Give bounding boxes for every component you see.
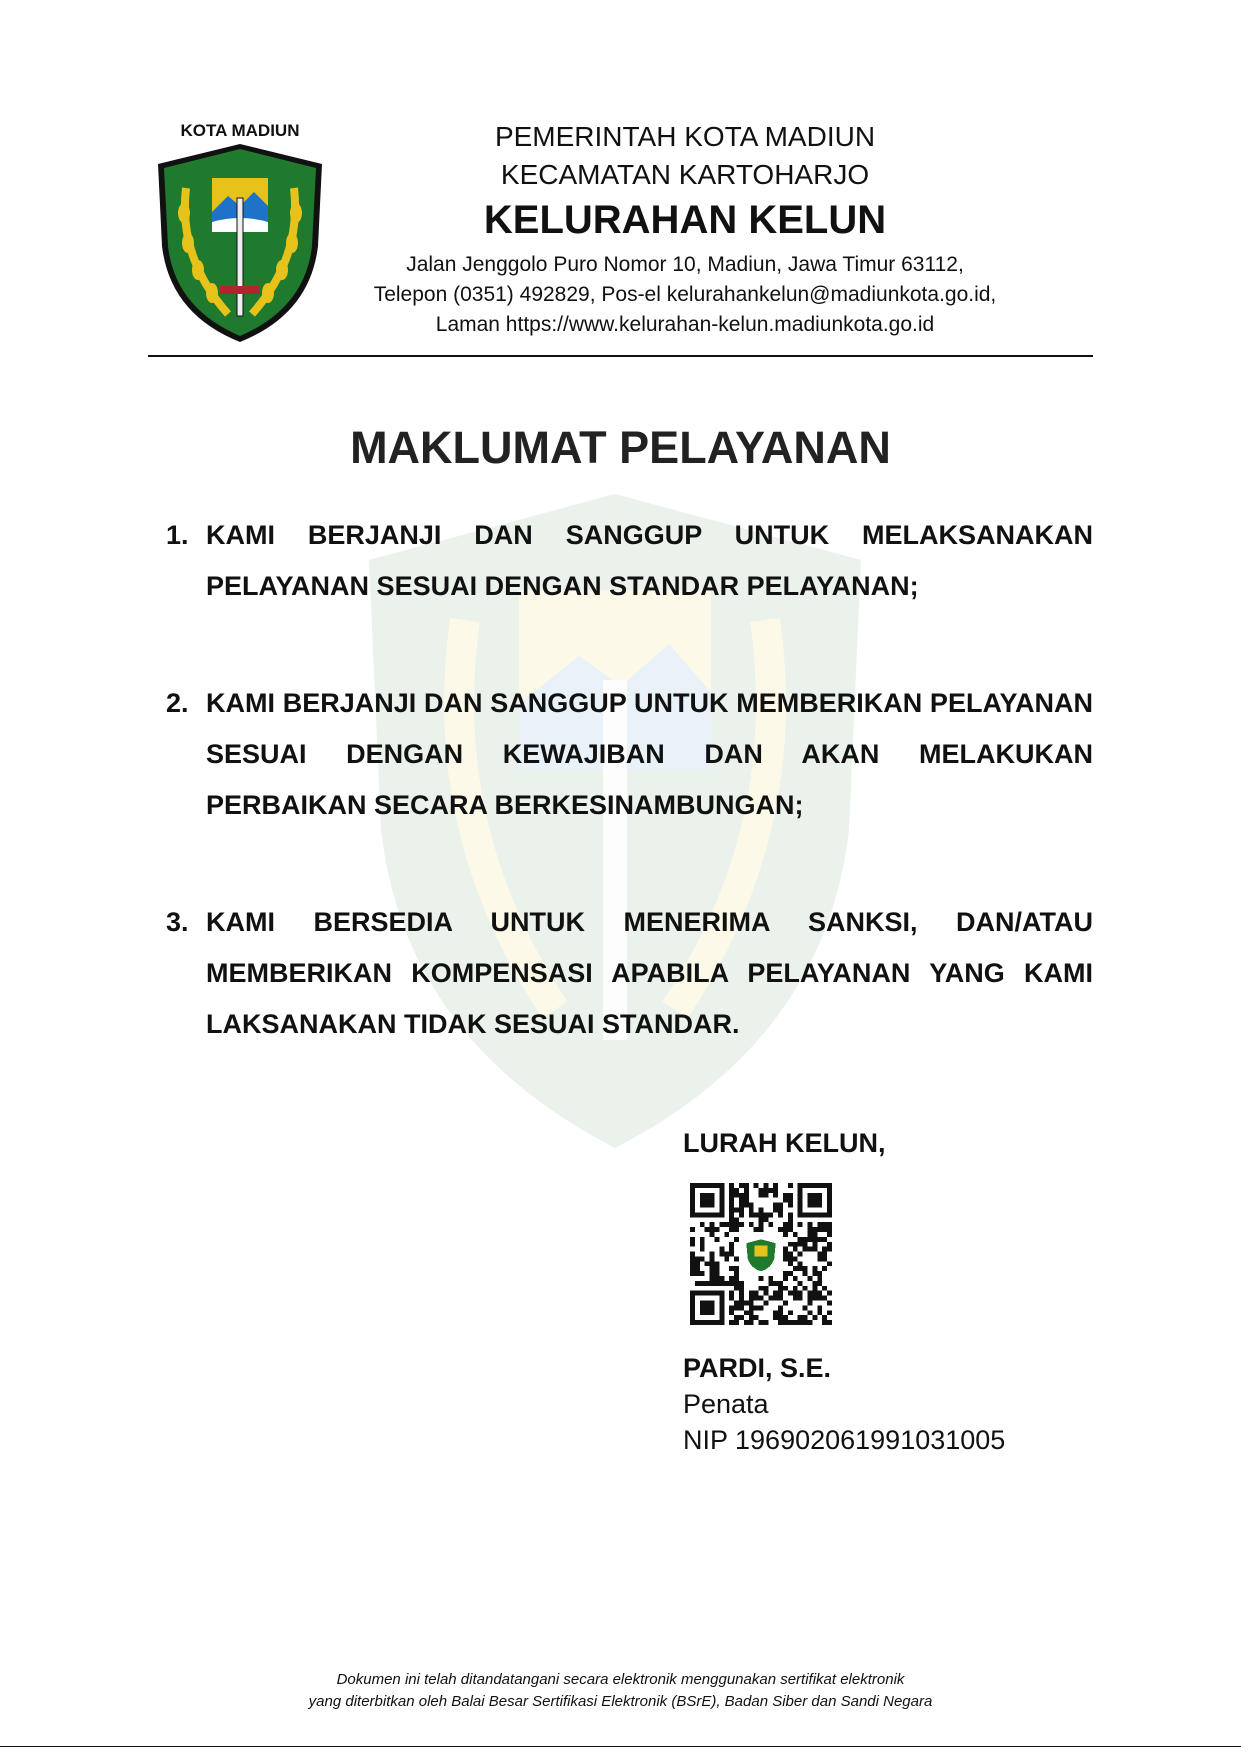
kota-madiun-emblem-logo xyxy=(150,118,330,344)
district-name: KECAMATAN KARTOHARJO xyxy=(500,159,870,190)
footer-line-2: yang diterbitkan oleh Balai Besar Sertifikasi Elektronik (BSrE), Badan Siber dan Sandi Negara xyxy=(308,1693,933,1710)
signatory-details xyxy=(683,1350,1005,1458)
signature-block xyxy=(683,1128,886,1159)
pledge-number: 3. xyxy=(166,907,189,937)
letterhead xyxy=(305,118,1065,340)
pledge-text: KAMI BERJANJI DAN SANGGUP UNTUK MEMBERIKAN PELAYANAN SESUAI DENGAN KEWAJIBAN DAN AKAN MELAKUKAN PERBAIKAN SECARA BERKESINAMBUNGAN; xyxy=(206,688,1093,820)
signatory-role: LURAH KELUN, xyxy=(683,1128,886,1158)
signatory-nip: NIP 196902061991031005 xyxy=(683,1425,1006,1455)
qr-code-signature xyxy=(690,1183,832,1325)
pledge-number: 2. xyxy=(166,688,189,718)
website-line: Laman https://www.kelurahan-kelun.madiunkota.go.id xyxy=(435,313,935,336)
pledge-item xyxy=(160,510,1093,612)
signatory-name: PARDI, S.E. xyxy=(683,1353,832,1383)
signatory-rank: Penata xyxy=(683,1389,769,1419)
pledge-number: 1. xyxy=(166,520,189,550)
emblem-caption: KOTA MADIUN xyxy=(180,121,300,140)
pledge-item xyxy=(160,678,1093,831)
footer-line-1: Dokumen ini telah ditandatangani secara elektronik menggunakan sertifikat elektronik xyxy=(336,1671,905,1688)
government-name: PEMERINTAH KOTA MADIUN xyxy=(494,121,876,152)
pledge-text: KAMI BERSEDIA UNTUK MENERIMA SANKSI, DAN/ATAU MEMBERIKAN KOMPENSASI APABILA PELAYANAN YANG KAMI LAKSANAKAN TIDAK SESUAI STANDAR. xyxy=(206,907,1093,1039)
office-name: KELURAHAN KELUN xyxy=(483,198,887,242)
pledge-item xyxy=(160,897,1093,1050)
electronic-signature-note xyxy=(0,1669,1241,1713)
page-bottom-rule xyxy=(0,1746,1241,1747)
contact-line: Telepon (0351) 492829, Pos-el kelurahankelun@madiunkota.go.id, xyxy=(373,283,997,306)
pledge-list xyxy=(160,510,1093,1050)
address-line: Jalan Jenggolo Puro Nomor 10, Madiun, Jawa Timur 63112, xyxy=(406,253,964,276)
letterhead-divider xyxy=(148,355,1093,357)
document-title: MAKLUMAT PELAYANAN xyxy=(350,422,891,473)
pledge-text: KAMI BERJANJI DAN SANGGUP UNTUK MELAKSANAKAN PELAYANAN SESUAI DENGAN STANDAR PELAYANAN; xyxy=(206,520,1093,601)
